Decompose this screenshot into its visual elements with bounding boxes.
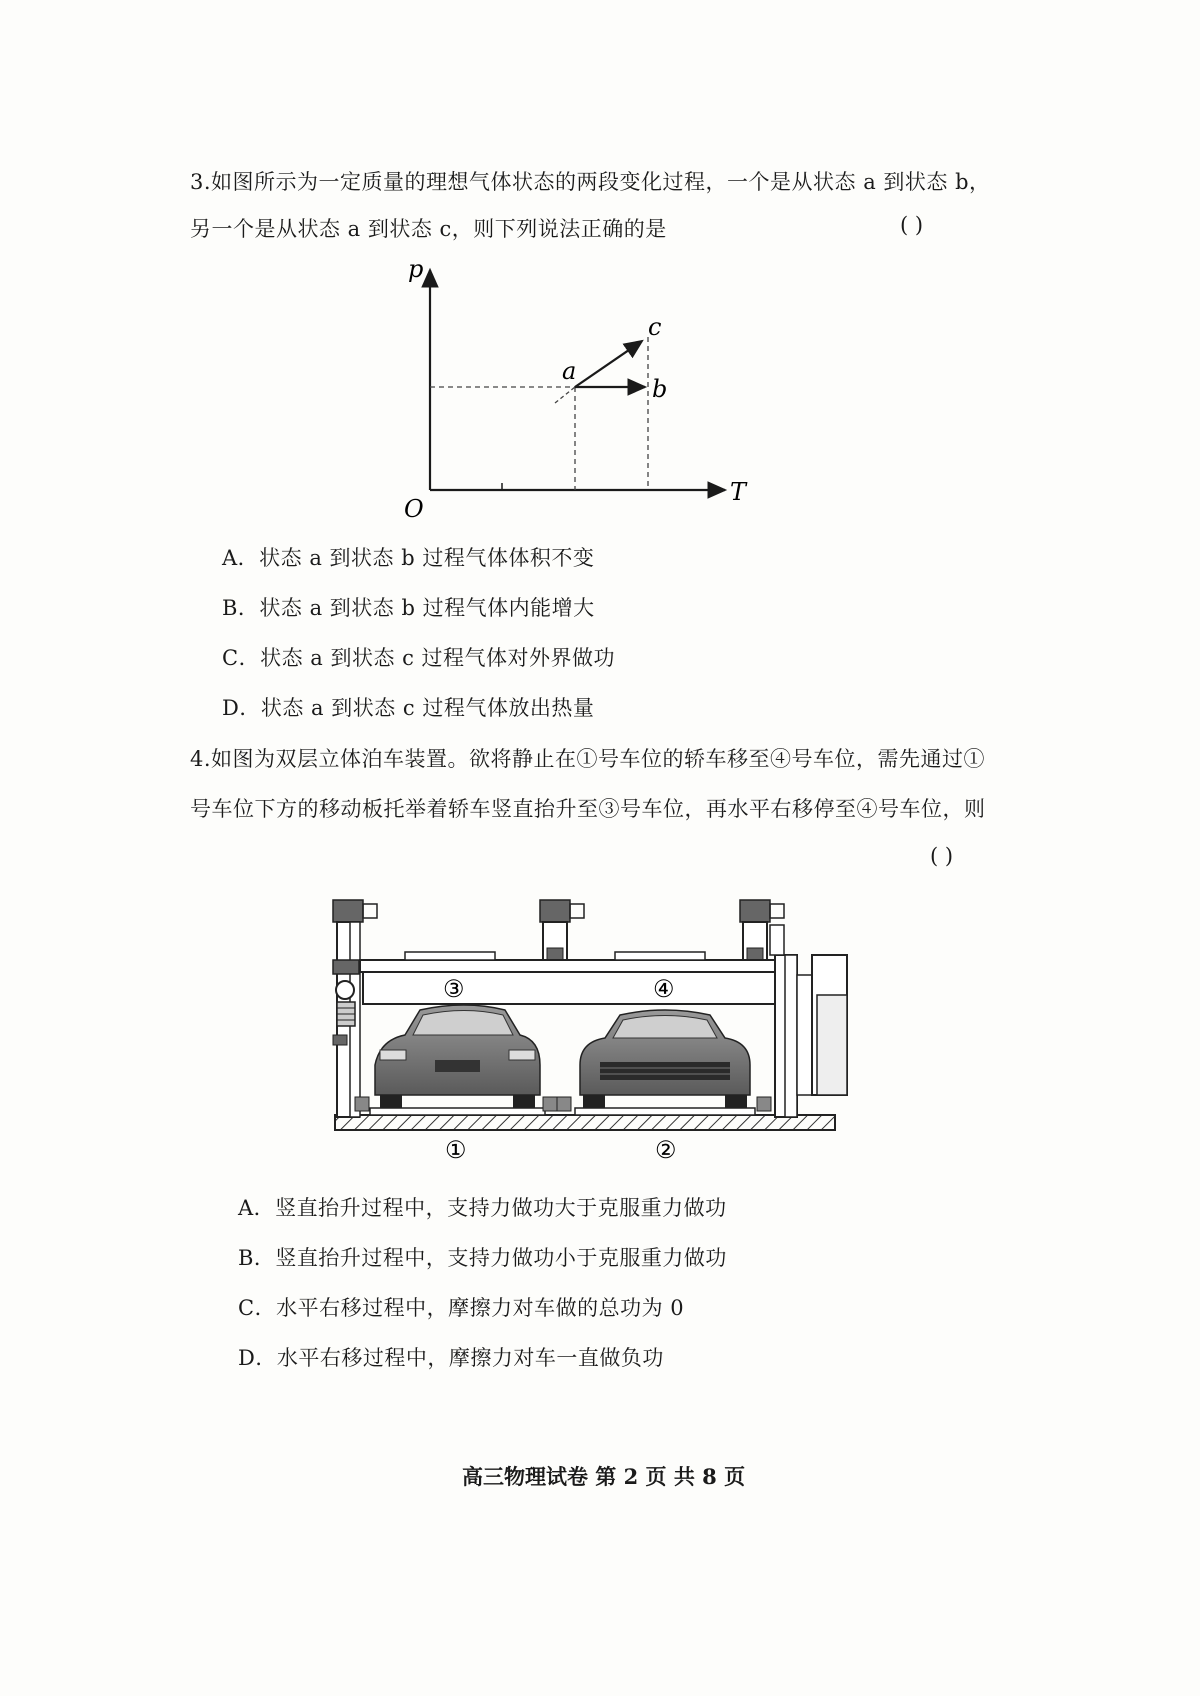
point-a-label: a xyxy=(562,357,577,385)
slot-2-label: ② xyxy=(655,1136,677,1164)
q4-stem-line2: 号车位下方的移动板托举着轿车竖直抬升至③号车位，再水平右移停至④号车位，则 xyxy=(190,797,986,821)
y-axis-label: p xyxy=(408,255,424,283)
process-a-to-c xyxy=(575,341,642,387)
pt-graph xyxy=(390,255,750,525)
q4-stem-line1: 4.如图为双层立体泊车装置。欲将静止在①号车位的轿车移至④号车位，需先通过① xyxy=(190,747,986,771)
q4-answer-paren: ( ) xyxy=(930,844,954,868)
point-b-label: b xyxy=(652,375,668,403)
slot-4-label: ④ xyxy=(653,975,675,1003)
point-c-label: c xyxy=(648,313,662,341)
q4-option-c: C．水平右移过程中，摩擦力对车做的总功为 0 xyxy=(238,1296,685,1320)
parking-device-figure xyxy=(325,890,905,1180)
q3-option-d: D．状态 a 到状态 c 过程气体放出热量 xyxy=(222,696,595,720)
q4-option-b: B．竖直抬升过程中，支持力做功小于克服重力做功 xyxy=(238,1246,727,1270)
q3-answer-paren: ( ) xyxy=(900,213,924,237)
q3-stem-line1: 3.如图所示为一定质量的理想气体状态的两段变化过程，一个是从状态 a 到状态 b， xyxy=(190,170,991,194)
q3-option-c: C．状态 a 到状态 c 过程气体对外界做功 xyxy=(222,646,616,670)
q3-stem-line2: 另一个是从状态 a 到状态 c，则下列说法正确的是 xyxy=(190,217,667,241)
x-axis-label: T xyxy=(730,478,747,506)
slot-3-label: ③ xyxy=(443,975,465,1003)
slot-1-label: ① xyxy=(445,1136,467,1164)
q3-option-a: A．状态 a 到状态 b 过程气体体积不变 xyxy=(222,546,595,570)
car-slot-2 xyxy=(580,1010,750,1110)
ground-base xyxy=(335,1115,835,1130)
q4-option-a: A．竖直抬升过程中，支持力做功大于克服重力做功 xyxy=(238,1196,727,1220)
car-slot-1 xyxy=(375,1005,540,1110)
q4-option-d: D．水平右移过程中，摩擦力对车一直做负功 xyxy=(238,1346,664,1370)
page-footer: 高三物理试卷 第 2 页 共 8 页 xyxy=(462,1464,746,1489)
q3-option-b: B．状态 a 到状态 b 过程气体内能增大 xyxy=(222,596,595,620)
origin-label: O xyxy=(404,495,424,523)
